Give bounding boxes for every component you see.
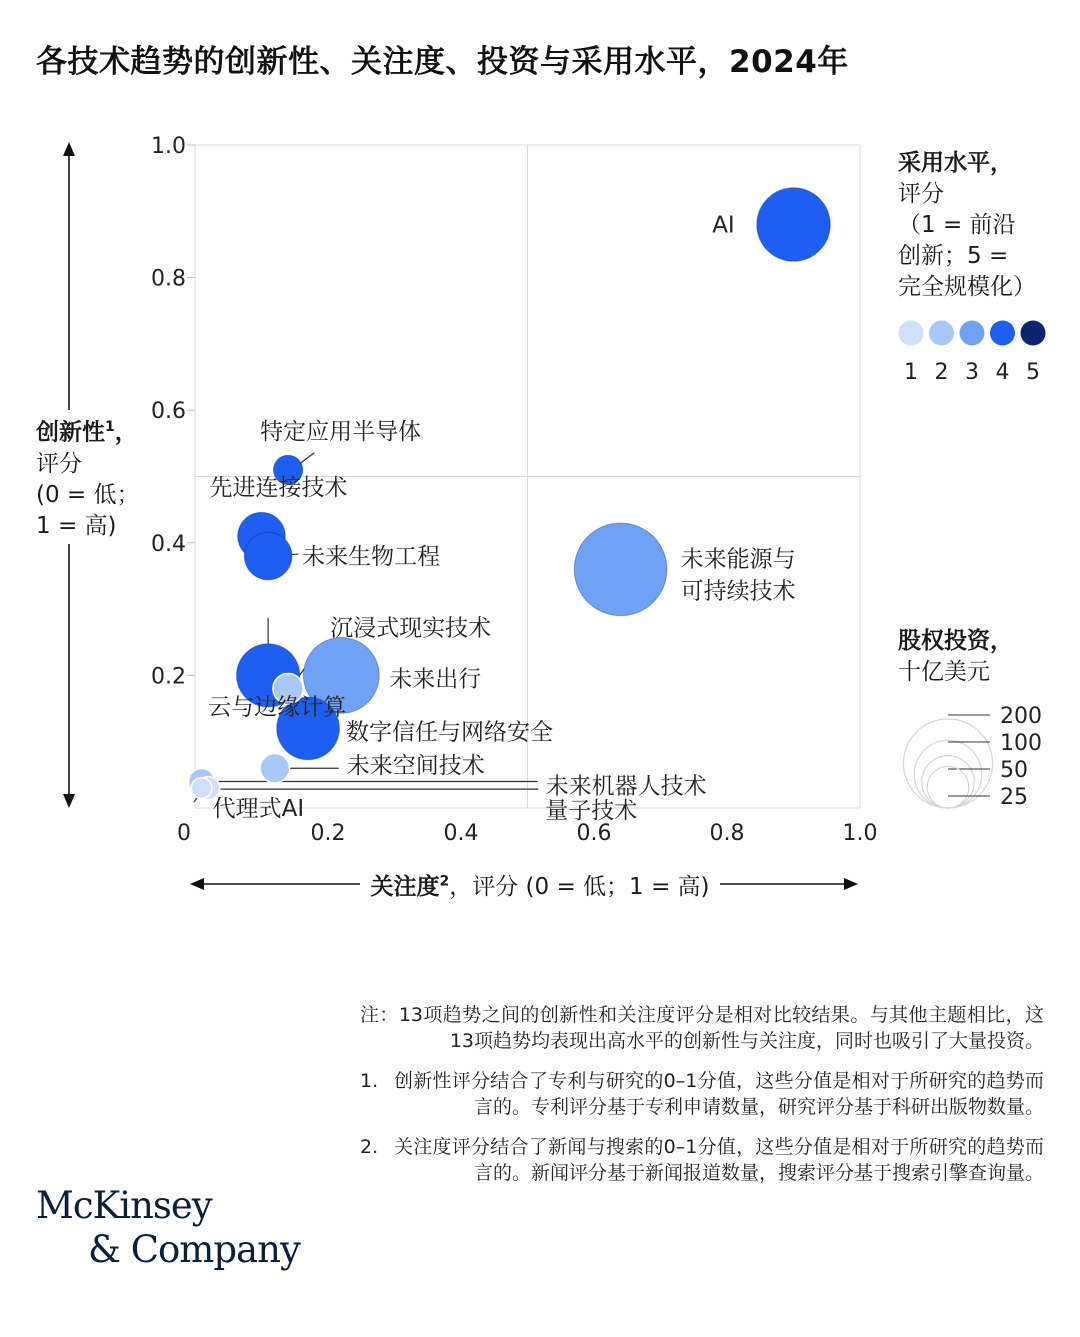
investment-circle-100 bbox=[914, 740, 982, 808]
y-axis-title-line4: 1 = 高) bbox=[36, 512, 117, 539]
x-tick-label: 0 bbox=[177, 821, 191, 846]
x-tick-label: 0.4 bbox=[443, 821, 479, 846]
y-axis-footnote-mark: 1 bbox=[105, 419, 115, 435]
bubble-label-量子技术: 量子技术 bbox=[545, 798, 638, 825]
bubble-label-先进连接技术: 先进连接技术 bbox=[209, 475, 348, 502]
bubble-label-云与边缘计算: 云与边缘计算 bbox=[208, 694, 347, 721]
bubble-未来空间技术 bbox=[260, 754, 289, 783]
investment-label-25: 25 bbox=[1000, 785, 1028, 810]
bubble-label-数字信任与网络安全: 数字信任与网络安全 bbox=[346, 719, 554, 746]
adoption-swatch-4 bbox=[990, 321, 1015, 346]
bubble-label-未来出行: 未来出行 bbox=[389, 666, 482, 693]
bubble-label-未来空间技术: 未来空间技术 bbox=[346, 753, 485, 780]
notes bbox=[360, 1002, 1044, 1200]
adoption-level-label-1: 1 bbox=[904, 360, 918, 385]
adoption-legend-title: 采用水平， bbox=[898, 150, 1013, 176]
y-axis-title bbox=[36, 410, 140, 544]
y-tick-label: 0.2 bbox=[151, 664, 186, 690]
investment-label-200: 200 bbox=[1000, 704, 1042, 729]
y-axis-title-comma: ， bbox=[114, 419, 138, 446]
x-tick-label: 0.2 bbox=[310, 821, 346, 846]
x-axis-title-rest: ，评分 (0 = 低；1 = 高) bbox=[449, 874, 710, 900]
x-axis-title-main: 关注度 bbox=[370, 874, 440, 900]
x-axis-footnote-mark: 2 bbox=[439, 873, 450, 890]
bubble-label-特定应用半导体: 特定应用半导体 bbox=[260, 418, 422, 445]
y-axis-title-main: 创新性 bbox=[36, 419, 105, 446]
y-tick-label: 1.0 bbox=[151, 134, 186, 159]
y-axis-title-line2: 评分 bbox=[36, 450, 82, 477]
adoption-legend-line3: 创新；5 = bbox=[898, 243, 1009, 269]
bubble-label-AI: AI bbox=[712, 212, 735, 239]
adoption-legend bbox=[898, 148, 1036, 303]
adoption-level-label-2: 2 bbox=[934, 360, 949, 385]
adoption-level-label-4: 4 bbox=[995, 360, 1010, 385]
y-tick-label: 0.6 bbox=[151, 399, 186, 425]
adoption-swatch-3 bbox=[960, 321, 985, 346]
bubble-label-未来生物工程: 未来生物工程 bbox=[302, 544, 441, 571]
bubble-label-代理式AI: 代理式AI bbox=[212, 796, 305, 823]
bubble-未来生物工程 bbox=[244, 532, 292, 580]
x-tick-label: 1.0 bbox=[842, 821, 878, 846]
investment-legend-subtitle: 十亿美元 bbox=[898, 659, 990, 685]
investment-circle-25 bbox=[927, 766, 969, 808]
investment-circle-200 bbox=[903, 719, 992, 808]
footnote-1 bbox=[360, 1068, 1044, 1120]
x-tick-label: 0.6 bbox=[576, 821, 612, 846]
footnote-1-number: 1. bbox=[360, 1070, 379, 1092]
bubble-代理式AI bbox=[191, 778, 212, 799]
footnote-2 bbox=[360, 1134, 1044, 1186]
bubble-label-未来机器人技术: 未来机器人技术 bbox=[545, 773, 707, 800]
logo-line2: & Company bbox=[88, 1228, 300, 1271]
investment-label-100: 100 bbox=[1000, 731, 1042, 756]
adoption-level-label-3: 3 bbox=[965, 360, 979, 385]
bubble-label-未来能源与可持续技术: 未来能源与可持续技术 bbox=[680, 546, 796, 605]
adoption-legend-line4: 完全规模化） bbox=[898, 274, 1036, 300]
mckinsey-logo bbox=[36, 1184, 300, 1272]
footnote-1-text: 创新性评分结合了专利与研究的0–1分值，这些分值是相对于所研究的趋势而言的。专利评分基于专利申请数量，研究评分基于科研出版物数量。 bbox=[394, 1070, 1044, 1118]
investment-legend-title: 股权投资， bbox=[898, 628, 1013, 654]
x-axis-title bbox=[0, 868, 1080, 901]
adoption-swatch-5 bbox=[1021, 321, 1046, 346]
investment-legend bbox=[898, 626, 1013, 688]
chart-title: 各技术趋势的创新性、关注度、投资与采用水平，2024年 bbox=[36, 44, 849, 80]
y-tick-label: 0.8 bbox=[151, 266, 186, 292]
note-main: 注：13项趋势之间的创新性和关注度评分是相对比较结果。与其他主题相比，这13项趋势均表现出高水平的创新性与关注度，同时也吸引了大量投资。 bbox=[360, 1004, 1044, 1052]
adoption-swatch-2 bbox=[929, 321, 954, 346]
adoption-legend-line2: （1 = 前沿 bbox=[898, 212, 1016, 238]
bubble-AI bbox=[757, 188, 831, 262]
adoption-legend-line1: 评分 bbox=[898, 181, 944, 207]
adoption-swatch-1 bbox=[899, 321, 924, 346]
y-tick-label: 0.4 bbox=[151, 531, 186, 557]
bubble-未来能源与可持续技术 bbox=[574, 523, 667, 616]
footnote-2-text: 关注度评分结合了新闻与搜索的0–1分值，这些分值是相对于所研究的趋势而言的。新闻评分基于新闻报道数量，搜索评分基于搜索引擎查询量。 bbox=[394, 1136, 1044, 1184]
investment-label-50: 50 bbox=[1000, 758, 1028, 783]
bubble-label-沉浸式现实技术: 沉浸式现实技术 bbox=[330, 615, 492, 642]
y-axis-title-line3: (0 = 低； bbox=[36, 481, 140, 508]
footnote-2-number: 2. bbox=[360, 1136, 379, 1158]
logo-line1: McKinsey bbox=[36, 1184, 212, 1227]
adoption-level-label-5: 5 bbox=[1026, 360, 1040, 385]
x-tick-label: 0.8 bbox=[709, 821, 745, 846]
investment-circle-50 bbox=[922, 756, 974, 808]
